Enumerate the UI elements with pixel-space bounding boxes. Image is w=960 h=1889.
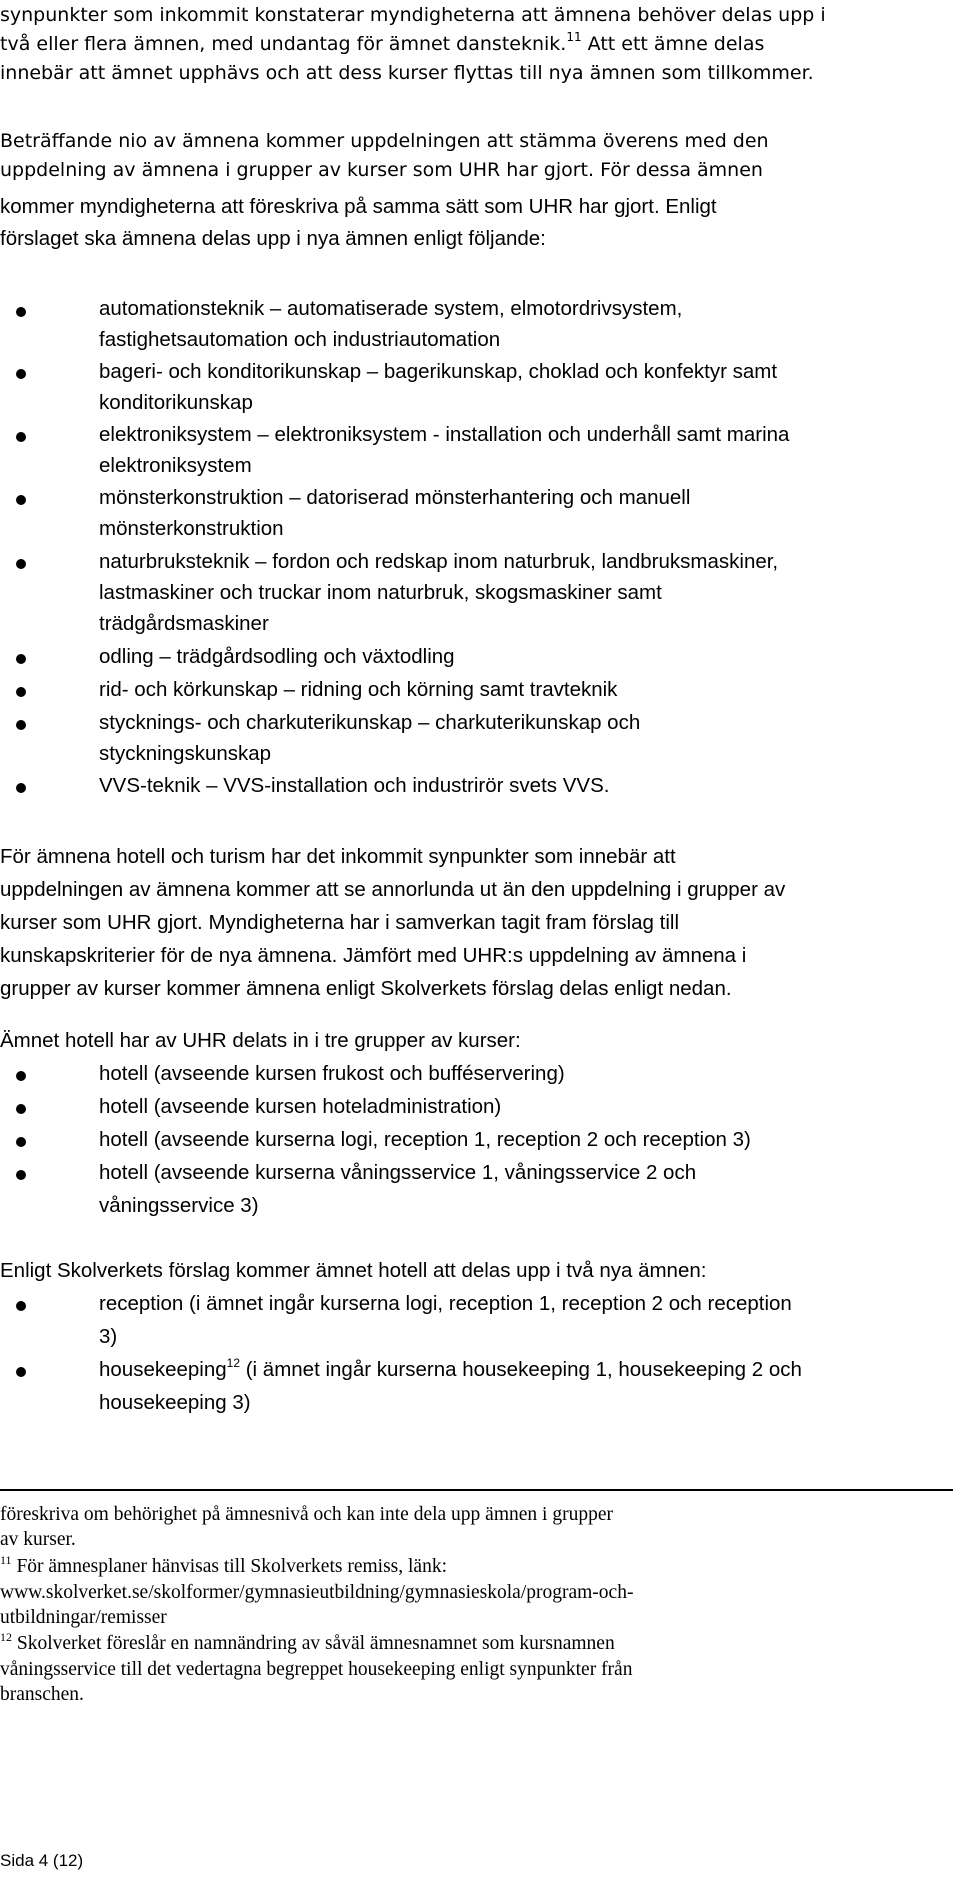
list-item-text: naturbruksteknik – fordon och redskap inom naturbruk, landbruksmaskiner, xyxy=(99,550,779,573)
footnote-11-link-line-1[interactable]: www.skolverket.se/skolformer/gymnasieutbildning/gymnasieskola/program-och- xyxy=(0,1582,634,1603)
footnote-ref-12[interactable]: 12 xyxy=(226,1356,241,1370)
list-item-text: VVS-teknik – VVS-installation och industrirör svets VVS. xyxy=(99,774,610,797)
list-item-text: rid- och körkunskap – ridning och körning samt travteknik xyxy=(99,678,618,701)
bullet-icon xyxy=(16,307,26,317)
list-item-text: elektroniksystem xyxy=(99,454,252,477)
footnote-number-12: 12 xyxy=(0,1630,12,1644)
list-item-text: hotell (avseende kursen hoteladministration) xyxy=(99,1095,502,1118)
footnote-12-line-1 xyxy=(0,1630,615,1655)
intro-line-2-text: två eller flera ämnen, med undantag för ämnet dansteknik. xyxy=(0,33,567,55)
para-nio-line-1: Beträffande nio av ämnena kommer uppdelningen att stämma överens med den xyxy=(0,130,769,152)
list-item-text: elektroniksystem – elektroniksystem - installation och underhåll samt marina xyxy=(99,423,790,446)
footnote-12-line-2: våningsservice till det vedertagna begreppet housekeeping enligt synpunkter från xyxy=(0,1659,633,1680)
footnote-cont-line-2: av kurser. xyxy=(0,1529,76,1550)
bullet-icon xyxy=(16,559,26,569)
para-hotell-line-1: För ämnena hotell och turism har det inkommit synpunkter som innebär att xyxy=(0,845,676,868)
para-hotell-line-2: uppdelningen av ämnena kommer att se annorlunda ut än den uppdelning i grupper av xyxy=(0,878,786,901)
list-item-text: 3) xyxy=(99,1325,118,1348)
para-hotell-line-4: kunskapskriterier för de nya ämnena. Jämfört med UHR:s uppdelning av ämnena i xyxy=(0,944,747,967)
bullet-icon xyxy=(16,1170,26,1180)
bullet-icon xyxy=(16,687,26,697)
footnote-ref-11[interactable]: 11 xyxy=(566,30,582,44)
list-item-text: fastighetsautomation och industriautomation xyxy=(99,328,501,351)
footnote-cont-line-1: föreskriva om behörighet på ämnesnivå och kan inte dela upp ämnen i grupper xyxy=(0,1504,613,1525)
intro-line-2 xyxy=(0,30,765,55)
list-item-text: mönsterkonstruktion – datoriserad mönsterhantering och manuell xyxy=(99,486,691,509)
page-number: Sida 4 (12) xyxy=(0,1851,84,1870)
para-hotell-line-5: grupper av kurser kommer ämnena enligt Skolverkets förslag delas enligt nedan. xyxy=(0,977,732,1000)
bullet-icon xyxy=(16,654,26,664)
list-item-text: konditorikunskap xyxy=(99,391,253,414)
bullet-icon xyxy=(16,1301,26,1311)
list-item-text: odling – trädgårdsodling och växtodling xyxy=(99,645,455,668)
intro-line-1: synpunkter som inkommit konstaterar myndigheterna att ämnena behöver delas upp i xyxy=(0,4,826,26)
footnote-11-text: För ämnesplaner hänvisas till Skolverkets remiss, länk: xyxy=(11,1556,447,1577)
list-item-text: hotell (avseende kursen frukost och bufféservering) xyxy=(99,1062,565,1085)
list-item-text: våningsservice 3) xyxy=(99,1194,259,1217)
uhr-heading: Ämnet hotell har av UHR delats in i tre grupper av kurser: xyxy=(0,1029,521,1052)
footnote-number-11: 11 xyxy=(0,1553,12,1567)
list-item-text: mönsterkonstruktion xyxy=(99,517,284,540)
housekeeping-text: housekeeping xyxy=(99,1358,227,1381)
bullet-icon xyxy=(16,495,26,505)
list-item-text: housekeeping 3) xyxy=(99,1391,251,1414)
bullet-icon xyxy=(16,369,26,379)
para-hotell-line-3: kurser som UHR gjort. Myndigheterna har i samverkan tagit fram förslag till xyxy=(0,911,680,934)
para-nio-line-3: kommer myndigheterna att föreskriva på samma sätt som UHR har gjort. Enligt xyxy=(0,195,717,218)
list-item-text: styckningskunskap xyxy=(99,742,272,765)
list-item-text: stycknings- och charkuterikunskap – charkuterikunskap och xyxy=(99,711,641,734)
bullet-icon xyxy=(16,1104,26,1114)
para-nio-line-2: uppdelning av ämnena i grupper av kurser som UHR har gjort. För dessa ämnen xyxy=(0,159,763,181)
list-item-text: bageri- och konditorikunskap – bagerikunskap, choklad och konfektyr samt xyxy=(99,360,778,383)
bullet-icon xyxy=(16,720,26,730)
list-item-text: lastmaskiner och truckar inom naturbruk, skogsmaskiner samt xyxy=(99,581,662,604)
intro-line-2-tail: Att ett ämne delas xyxy=(581,33,765,55)
bullet-icon xyxy=(16,1071,26,1081)
housekeeping-tail: (i ämnet ingår kurserna housekeeping 1, housekeeping 2 och xyxy=(240,1358,802,1381)
footnote-12-text: Skolverket föreslår en namnändring av såväl ämnesnamnet som kursnamnen xyxy=(12,1633,615,1654)
footnote-11-line-1 xyxy=(0,1553,447,1578)
list-item-text: automationsteknik – automatiserade system, elmotordrivsystem, xyxy=(99,297,683,320)
list-item-text: trädgårdsmaskiner xyxy=(99,612,269,635)
skolverket-heading: Enligt Skolverkets förslag kommer ämnet hotell att delas upp i två nya ämnen: xyxy=(0,1259,707,1282)
intro-line-3: innebär att ämnet upphävs och att dess kurser flyttas till nya ämnen som tillkommer. xyxy=(0,62,814,84)
bullet-icon xyxy=(16,432,26,442)
footnote-12-line-3: branschen. xyxy=(0,1684,84,1705)
footnote-11-link-line-2[interactable]: utbildningar/remisser xyxy=(0,1607,167,1628)
bullet-icon xyxy=(16,1367,26,1377)
bullet-icon xyxy=(16,1137,26,1147)
bullet-icon xyxy=(16,783,26,793)
list-item-text xyxy=(99,1358,802,1382)
list-item-text: reception (i ämnet ingår kurserna logi, reception 1, reception 2 och reception xyxy=(99,1292,792,1315)
para-nio-line-4: förslaget ska ämnena delas upp i nya ämnen enligt följande: xyxy=(0,227,546,250)
list-item-text: hotell (avseende kurserna våningsservice 1, våningsservice 2 och xyxy=(99,1161,697,1184)
list-item-text: hotell (avseende kurserna logi, reception 1, reception 2 och reception 3) xyxy=(99,1128,751,1151)
footnote-divider xyxy=(0,1489,953,1491)
